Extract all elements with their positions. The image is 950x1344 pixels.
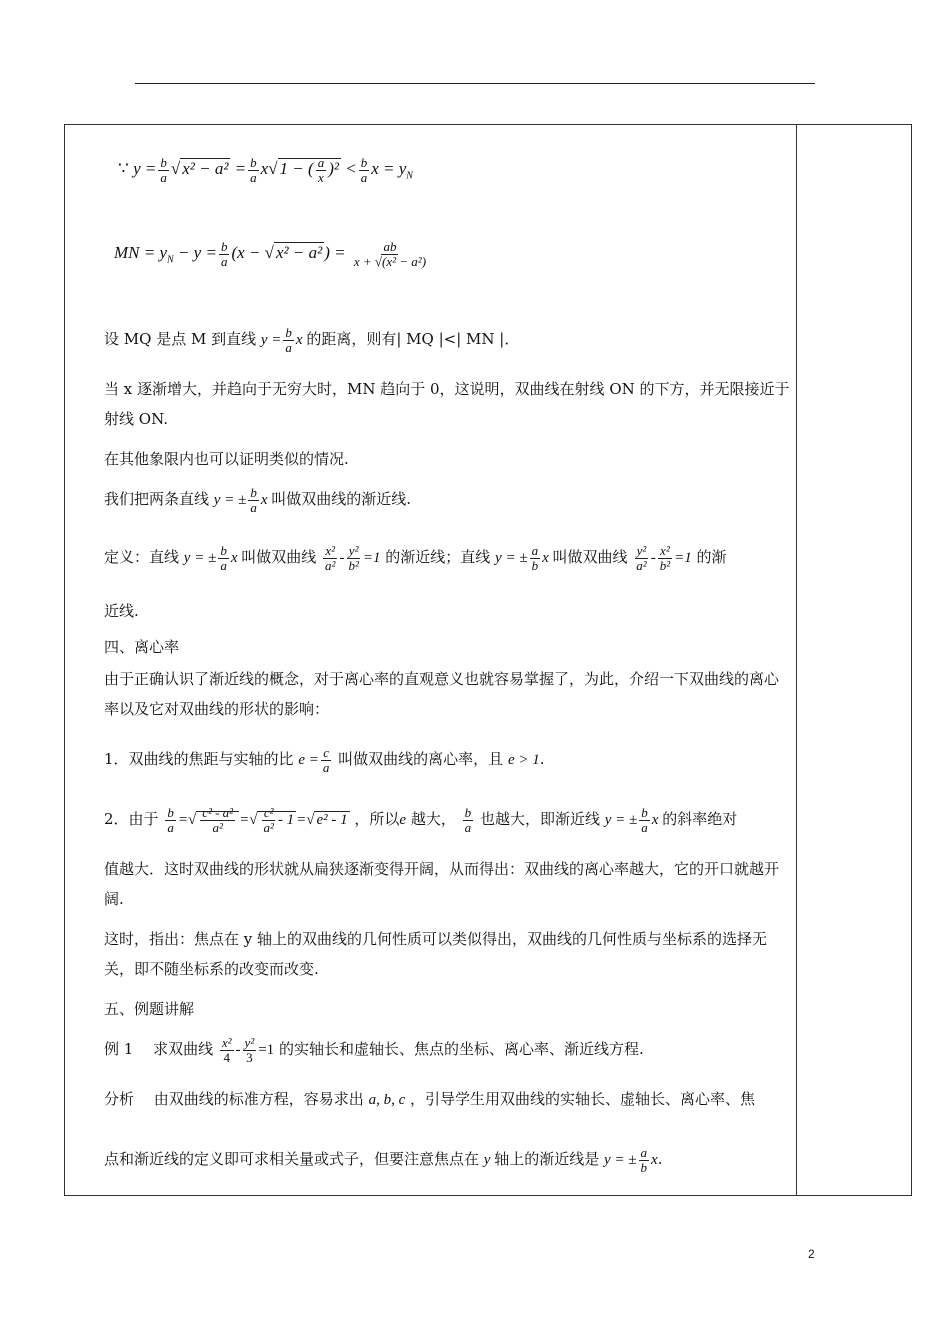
text-span: 的斜率绝对	[662, 810, 738, 828]
text-span: 轴上的渐近线是	[494, 1150, 600, 1168]
equation-2: MN = $y_N - y$ = $\frac{b}{a}$ (x − √ x² − a² ) = $\frac{ab}{\text{x + √(x² − a²)}}$	[114, 239, 427, 269]
example-1: 例 1 求双曲线 $\frac{\text{x²}}{4}$ - $\frac{\text{y²}}{3}$ =1 的实轴长和虚轴长、焦点的坐标、离心率、渐近线方程.	[104, 1035, 644, 1066]
text-span: 定义：直线	[104, 548, 180, 566]
paragraph-limit: 当 x 逐渐增大，并趋向于无穷大时，MN 趋向于 0，这说明，双曲线在射线 ON 的下方，并无限接近于射线 ON.	[104, 380, 790, 428]
text-span: 的距离，则有| MQ |<| MN |．	[306, 330, 520, 348]
heading-eccentricity: 四、离心率	[104, 638, 180, 656]
paragraph-eccentricity-intro: 由于正确认识了渐近线的概念，对于离心率的直观意义也就容易掌握了，为此，介绍一下双曲线的离心率以及它对双曲线的形状的影响：	[104, 670, 780, 718]
paragraph-y-axis-note: 这时，指出：焦点在 y 轴上的双曲线的几何性质可以类似得出，双曲线的几何性质与坐标系的选择无关，即不随坐标系的改变而改变.	[104, 930, 768, 978]
text-span: 的渐近线；直线	[385, 548, 491, 566]
text-span: 叫做双曲线	[552, 548, 628, 566]
paragraph-mq: 设 MQ 是点 M 到直线 y = $\frac{b}{a}$ x 的距离，则有| MQ |<| MN |．	[104, 325, 520, 356]
header-rule	[135, 83, 815, 84]
paragraph-point-2-cont: 值越大．这时双曲线的形状就从扁狭逐渐变得开阔，从而得出：双曲线的离心率越大，它的开口就越开阔.	[104, 860, 780, 908]
paragraph-point-1: 1．双曲线的焦距与实轴的比 e = $\frac{c}{a}$ 叫做双曲线的离心率，且 e > 1.	[104, 745, 545, 776]
analysis-line-1: 分析 由双曲线的标准方程，容易求出 a, b, c ，引导学生用双曲线的实轴长、虚轴长、离心率、焦	[104, 1090, 756, 1108]
paragraph-other-quadrants: 在其他象限内也可以证明类似的情况.	[104, 450, 349, 468]
text-span: 叫做双曲线的渐近线.	[271, 490, 412, 508]
page-number: 2	[808, 1247, 815, 1261]
paragraph-point-2: 2．由于 $\frac{b}{a}$ =√ $\frac{\text{c² - a²}}{\text{a²}}$ =√ $\frac{\text{c²}}{\text{a²}}$ - 1 =√ e² - 1 ，所以e 越大， $\frac{b}{a}$ 也越大，即渐近线 y = ± $\frac{b}{a}$ x 的斜率绝对	[104, 805, 738, 836]
paragraph-definition: 定义：直线 y = ± $\frac{b}{a}$ x 叫做双曲线 $\frac{\text{x²}}{\text{a²}}$ - $\frac{\text{y²}}{\text{b²}}$ =1 的渐近线；直线 y = ± $\frac{a}{b}$ x 叫做双曲线 $\frac{\text{y²}}{\text{a²}}$ - $\frac{\text{x²}}{\text{b²}}$ =1 的渐	[104, 543, 727, 574]
text-span: 分析 由双曲线的标准方程，容易求出	[104, 1090, 364, 1108]
text-span: 也越大，即渐近线	[479, 810, 600, 828]
text-span: 点和渐近线的定义即可求相关量或式子，但要注意焦点在	[104, 1150, 480, 1168]
text-span: 2．由于	[104, 810, 159, 828]
text-span: 叫做双曲线的离心率，且	[338, 750, 504, 768]
text-span: 例 1 求双曲线	[104, 1040, 214, 1058]
text-span: ，引导学生用双曲线的实轴长、虚轴长、离心率、焦	[410, 1090, 756, 1108]
text-span: 设 MQ 是点 M 到直线	[104, 330, 257, 348]
heading-examples: 五、例题讲解	[104, 1000, 195, 1018]
analysis-line-2: 点和渐近线的定义即可求相关量或式子，但要注意焦点在 y 轴上的渐近线是 y = ± $\frac{a}{b}$ x.	[104, 1145, 663, 1176]
text-span: 的渐	[696, 548, 727, 566]
paragraph-definition-end: 近线.	[104, 602, 139, 620]
text-span: 叫做双曲线	[241, 548, 317, 566]
text-span: 1．双曲线的焦距与实轴的比	[104, 750, 294, 768]
paragraph-asymptote-def: 我们把两条直线 y = ± $\frac{b}{a}$ x 叫做双曲线的渐近线.	[104, 485, 412, 516]
equation-1: ∵ y = $\frac{b}{a}$ √ x² − a² = $\frac{b}{a}$ x√ 1 − ( $\frac{a}{x}$ )² < $\frac{b}{a}$ $x = y_N$	[118, 155, 413, 185]
text-span: ，所以	[354, 810, 400, 828]
text-span: 越大，	[410, 810, 456, 828]
text-span: 的实轴长和虚轴长、焦点的坐标、离心率、渐近线方程.	[278, 1040, 644, 1058]
text-span: 我们把两条直线	[104, 490, 210, 508]
table-column-divider	[796, 124, 797, 1196]
